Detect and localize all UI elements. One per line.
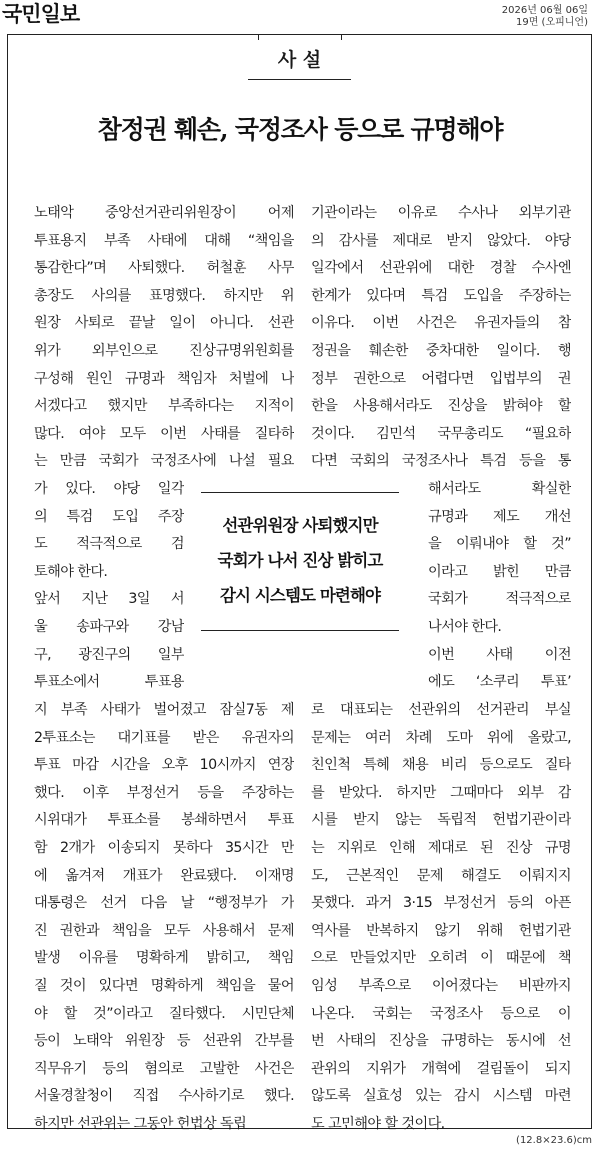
body-line: 규명과 제도 개선 xyxy=(428,508,571,525)
body-line: 나온다. 국회는 국정조사 등으로 이 xyxy=(311,1005,571,1022)
newspaper-logo: 국민일보 xyxy=(2,2,80,26)
body-column-left-narrow xyxy=(34,476,184,697)
body-line: 서울경찰청이 직접 수사하기로 했다. xyxy=(34,1088,294,1105)
section-label: 사 설 xyxy=(248,40,351,80)
body-line: 으로 만들었지만 오히려 이 때문에 책 xyxy=(311,950,571,967)
body-line: 함 2개가 이송되지 못하다 35시간 만 xyxy=(34,839,294,856)
pullquote-line: 감시 시스템도 마련해야 xyxy=(219,586,381,605)
body-line: 임성 부족으로 이어졌다는 비판까지 xyxy=(311,977,571,994)
body-line: 원장 사퇴로 끝날 일이 아니다. 선관 xyxy=(34,315,294,332)
body-line: 정권을 훼손한 중차대한 일이다. 행 xyxy=(311,342,571,359)
body-line: 통감한다”며 사퇴했다. 허철훈 사무 xyxy=(34,260,294,277)
pullquote-line: 국회가 나서 진상 밝히고 xyxy=(217,551,383,570)
body-line: 않도록 실효성 있는 감시 시스템 마련 xyxy=(311,1088,571,1105)
pullquote-rule-bottom xyxy=(201,630,399,631)
body-line: 관위의 지위가 개혁에 걸림돌이 되지 xyxy=(311,1060,571,1077)
body-line: 의 감사를 제대로 받지 않았다. 야당 xyxy=(311,232,571,249)
body-line: 직무유기 등의 혐의로 고발한 사건은 xyxy=(34,1060,294,1077)
pullquote-rule-top xyxy=(201,492,399,493)
body-line: 번 사태의 진상을 규명하는 동시에 선 xyxy=(311,1033,571,1050)
body-line: 투표소에서 투표용 xyxy=(34,674,184,691)
body-line: 위가 외부인으로 진상규명위원회를 xyxy=(34,342,294,359)
body-column-left-top xyxy=(34,200,294,476)
body-line: 기관이라는 이유로 수사나 외부기관 xyxy=(311,205,571,221)
body-line: 서겠다고 했지만 부족하다는 지적이 xyxy=(34,398,294,415)
body-line: 구, 광진구의 일부 xyxy=(34,646,184,663)
body-line: 지 부족 사태가 벌어졌고 잠실7동 제 xyxy=(34,702,294,718)
body-line: 많다. 여야 모두 이번 사태를 질타하 xyxy=(34,425,294,442)
body-line: 를 받았다. 하지만 그때마다 외부 감 xyxy=(311,784,571,801)
body-line: 도 적극적으로 검 xyxy=(34,536,184,553)
body-line: 등이 노태악 위원장 등 선관위 간부를 xyxy=(34,1033,294,1050)
body-line: 발생 이유를 명확하게 밝히고, 책임 xyxy=(34,950,294,967)
body-line: 이라고 밝힌 만큼 xyxy=(428,563,571,580)
body-line: 역사를 반복하지 않기 위해 헌법기관 xyxy=(311,922,571,939)
body-line: 이유다. 이번 사건은 유권자들의 참 xyxy=(311,315,571,332)
body-line: 에도 ‘소쿠리 투표’ xyxy=(428,674,571,691)
body-line: 질 것이 있다면 명확하게 책임을 물어 xyxy=(34,977,294,994)
body-column-right-top xyxy=(311,200,571,476)
body-line: 투표용지 부족 사태에 대해 “책임을 xyxy=(34,232,294,249)
body-line: 토해야 한다. xyxy=(34,563,108,580)
body-line: 에 옮겨져 개표가 완료됐다. 이재명 xyxy=(34,867,294,884)
body-line: 도 고민해야 할 것이다. xyxy=(311,1115,445,1132)
publication-date: 2026년 06월 06일 xyxy=(501,5,588,16)
body-line: 가 있다. 야당 일각 xyxy=(34,481,184,497)
body-line: 했다. 이후 부정선거 등을 주장하는 xyxy=(34,784,294,801)
masthead xyxy=(0,0,600,28)
body-line: 의 특검 도입 주장 xyxy=(34,508,184,525)
editorial-headline: 참정권 훼손, 국정조사 등으로 규명해야 xyxy=(97,115,503,144)
body-line: 시위대가 투표소를 봉쇄하면서 투표 xyxy=(34,812,294,829)
body-line: 로 대표되는 선관위의 선거관리 부실 xyxy=(311,702,571,718)
body-line: 투표 마감 시간을 오후 10시까지 연장 xyxy=(34,757,294,774)
body-line: 정부 권한으로 어렵다면 입법부의 권 xyxy=(311,370,571,387)
body-line: 시를 받지 않는 독립적 헌법기관이라 xyxy=(311,812,571,829)
body-line: 총장도 사의를 표명했다. 하지만 위 xyxy=(34,287,294,304)
body-line: 일각에서 선관위에 대한 경찰 수사엔 xyxy=(311,260,571,277)
body-line: 는 만큼 국회가 국정조사에 나설 필요 xyxy=(34,453,294,470)
size-note: (12.8×23.6)cm xyxy=(516,1135,592,1146)
body-line: 는 지위로 인해 제대로 된 진상 규명 xyxy=(311,839,571,856)
body-line: 친인척 특혜 채용 비리 등으로도 질타 xyxy=(311,757,571,774)
body-column-right-bottom xyxy=(311,697,571,1139)
body-column-left-bottom xyxy=(34,697,294,1139)
body-line: 문제는 여러 차례 도마 위에 올랐고, xyxy=(311,729,571,746)
body-line: 해서라도 확실한 xyxy=(428,481,571,497)
body-line: 나서야 한다. xyxy=(428,618,502,635)
body-line: 구성해 원인 규명과 책임자 처벌에 나 xyxy=(34,370,294,387)
page-info: 19면 (오피니언) xyxy=(515,17,588,28)
body-line: 앞서 지난 3일 서 xyxy=(34,591,184,608)
body-line: 노태악 중앙선거관리위원장이 어제 xyxy=(34,205,294,221)
body-line: 못했다. 과거 3·15 부정선거 등의 아픈 xyxy=(311,895,571,912)
body-column-right-narrow xyxy=(428,476,571,697)
body-line: 한을 사용해서라도 진상을 밝혀야 할 xyxy=(311,398,571,415)
body-line: 2투표소는 대기표를 받은 유권자의 xyxy=(34,729,294,746)
body-line: 도, 근본적인 문제 해결도 이뤄지지 xyxy=(311,867,571,884)
body-line: 것이다. 김민석 국무총리도 “필요하 xyxy=(311,425,571,442)
pullquote-line: 선관위원장 사퇴했지만 xyxy=(222,516,378,535)
body-line: 이번 사태 이전 xyxy=(428,646,571,663)
body-line: 울 송파구와 강남 xyxy=(34,618,184,635)
body-line: 진 권한과 책임을 모두 사용해서 문제 xyxy=(34,922,294,939)
body-line: 하지만 선관위는 그동안 헌법상 독립 xyxy=(34,1115,247,1132)
body-line: 한계가 있다며 특검 도입을 주장하는 xyxy=(311,287,571,304)
body-line: 을 이뤄내야 할 것” xyxy=(428,536,571,553)
pullquote-box xyxy=(197,488,403,638)
body-line: 국회가 적극적으로 xyxy=(428,591,571,608)
body-line: 다면 국회의 국정조사나 특검 등을 통 xyxy=(311,453,571,470)
body-line: 대통령은 선거 다음 날 “행정부가 가 xyxy=(34,895,294,912)
body-line: 야 할 것”이라고 질타했다. 시민단체 xyxy=(34,1005,294,1022)
